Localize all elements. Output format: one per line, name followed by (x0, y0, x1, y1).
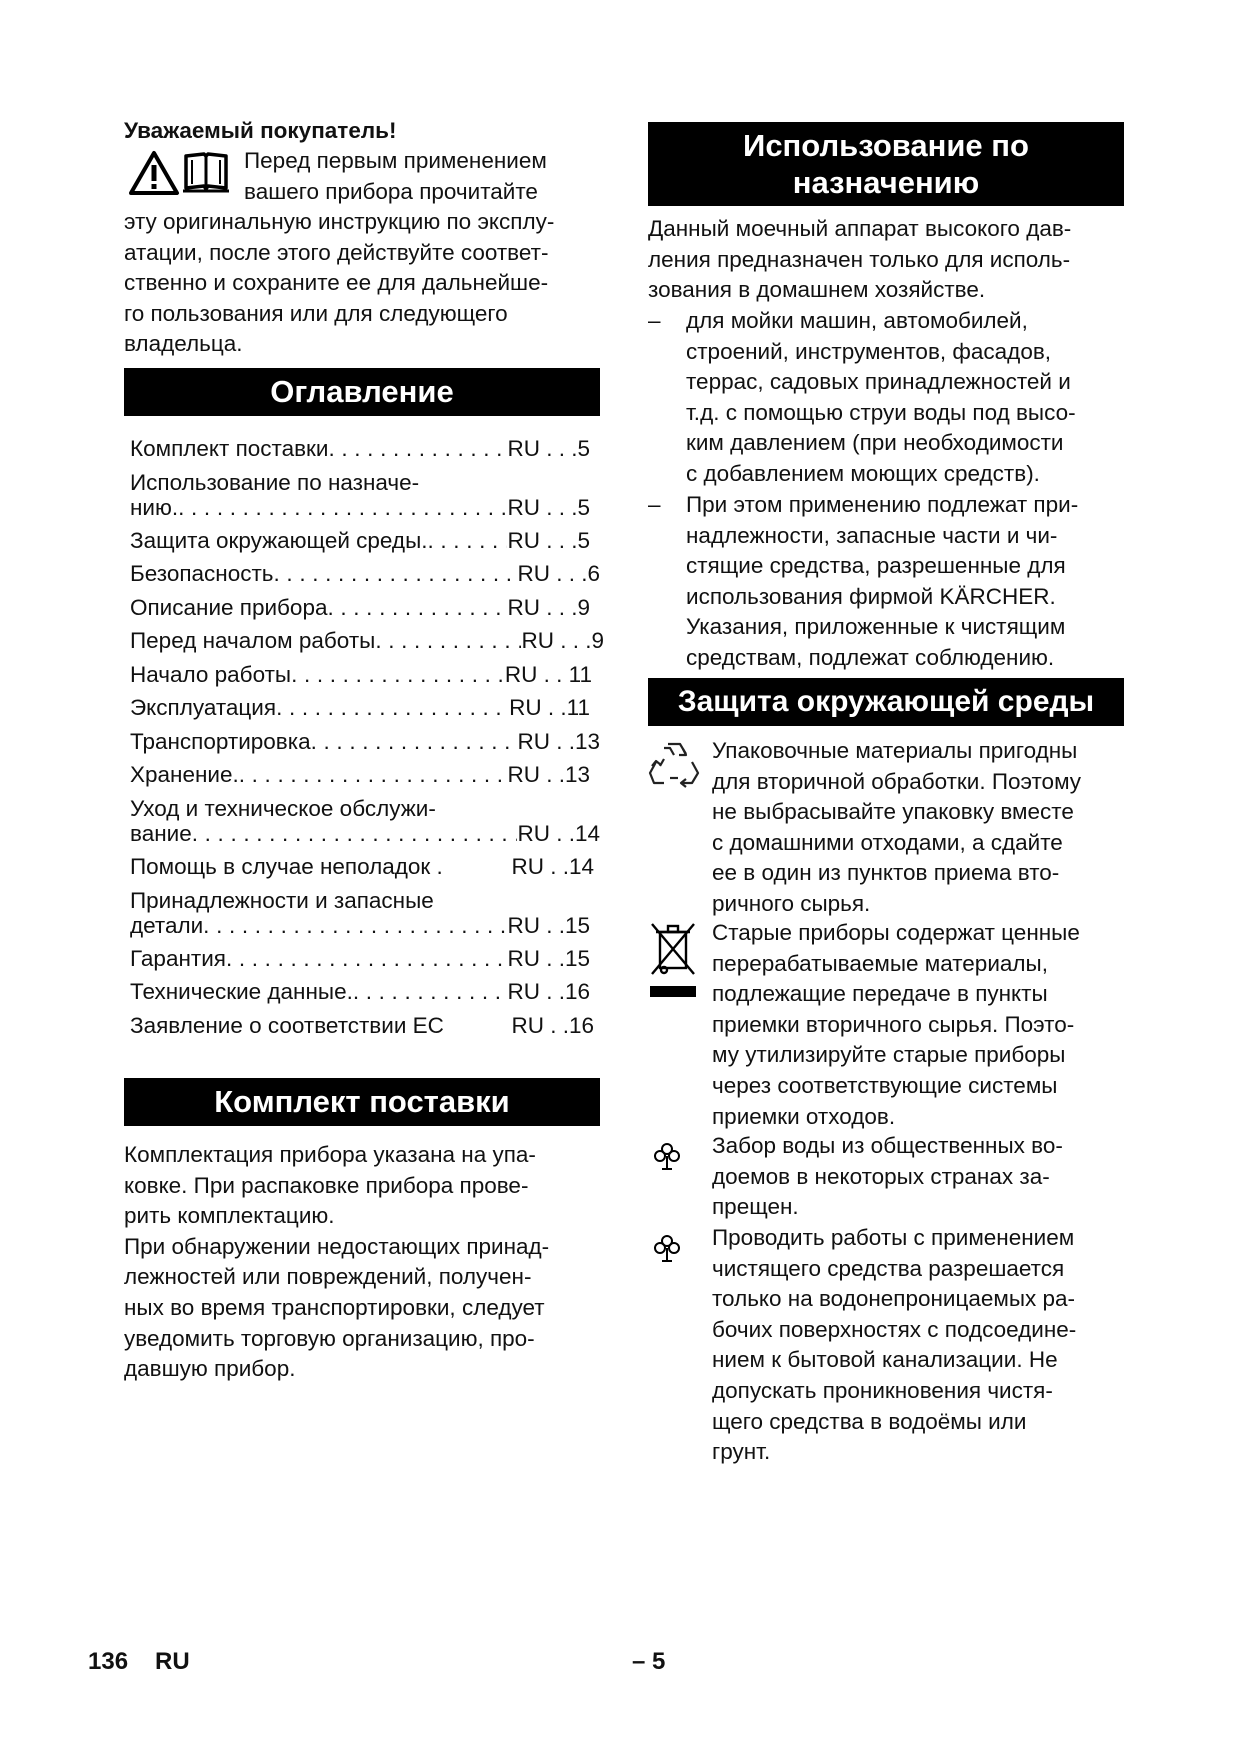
toc-entry[interactable] (130, 660, 592, 690)
usage-intro (648, 214, 1128, 306)
environment-line: с домашними отходами, а сдайте (712, 829, 1063, 855)
environment-line: щего средства в водоёмы или (712, 1408, 1027, 1434)
toc-entry-title: Перед началом работы (130, 628, 376, 653)
toc-entry-page: RU . .15 (507, 946, 590, 971)
environment-line: Упаковочные материалы пригодны (712, 738, 1078, 763)
usage-line: ления предназначен только для исполь- (648, 246, 1071, 272)
delivery-line: давшую прибор. (124, 1356, 296, 1382)
environment-line: бочих поверхностях с подсоедине- (712, 1316, 1077, 1342)
usage-item-line: террас, садовых принадлежностей и (686, 369, 1071, 395)
dash-bullet: – (648, 492, 661, 517)
toc-entry[interactable] (130, 593, 590, 623)
toc-entry-title: Эксплуатация (130, 695, 277, 720)
environment-line: чистящего средства разрешается (712, 1255, 1065, 1281)
environment-line: ричного сырья. (712, 890, 871, 916)
delivery-line: Комплектация прибора указана на упа- (124, 1142, 536, 1167)
toc-entry-page: RU . . .5 (507, 436, 590, 461)
toc-entry[interactable] (130, 852, 594, 882)
toc-entry-title: Использование по назначе- (130, 470, 420, 495)
toc-entry[interactable] (130, 470, 600, 520)
greeting-line: эту оригинальную инструкцию по эксплу- (124, 209, 555, 234)
usage-item-line: с добавлением моющих средств). (686, 460, 1040, 486)
toc-entry[interactable] (130, 693, 590, 723)
usage-item-line: Указания, приложенные к чистящим (686, 614, 1066, 640)
toc-entry-page: RU . .16 (507, 979, 590, 1004)
environment-line: Старые приборы содержат ценные (712, 920, 1080, 945)
toc-entry-page: RU . . .6 (517, 561, 600, 586)
environment-line: допускать проникновения чистя- (712, 1377, 1053, 1403)
greeting-line: вашего прибора прочитайте (244, 178, 538, 204)
greeting-text (124, 207, 604, 360)
usage-item-line: использования фирмой KÄRCHER. (686, 583, 1056, 609)
environment-line: му утилизируйте старые приборы (712, 1042, 1066, 1068)
footer-section-page: – 5 (632, 1648, 666, 1675)
delivery-line: уведомить торговую организацию, про- (124, 1325, 535, 1351)
usage-title-line: Использование по (743, 128, 1029, 163)
toc-entry-title: Хранение. (130, 762, 239, 787)
environment-item-text (712, 918, 1124, 1132)
environment-line: Проводить работы с применением (712, 1225, 1075, 1250)
environment-leaf-icon (652, 1233, 704, 1268)
toc-entry-title: Описание прибора (130, 595, 328, 620)
environment-line: ее в один из пунктов приема вто- (712, 860, 1060, 886)
toc-entry-page: RU . .14 (511, 854, 594, 879)
toc-entry-title: детали (130, 913, 204, 938)
delivery-line: лежностей или повреждений, получен- (124, 1264, 532, 1290)
environment-line: приемки вторичного сырья. Поэто- (712, 1011, 1075, 1037)
toc-title: Оглавление (270, 374, 454, 409)
usage-item-line: ким давлением (при необходимости (686, 430, 1064, 456)
footer-page-number: 136 (88, 1648, 129, 1675)
footer-language: RU (155, 1648, 190, 1675)
delivery-line: При обнаружении недостающих принад- (124, 1233, 550, 1259)
toc-entry[interactable] (130, 626, 604, 656)
toc-entry[interactable] (130, 888, 600, 938)
environment-line: нием к бытовой канализации. Не (712, 1347, 1058, 1373)
environment-line: только на водонепроницаемых ра- (712, 1286, 1076, 1312)
toc-entry-title: Уход и техническое обслужи- (130, 796, 436, 821)
warning-icon (128, 150, 180, 201)
environment-line: доемов в некоторых странах за- (712, 1163, 1050, 1189)
usage-item-line: средствам, подлежат соблюдению. (686, 644, 1055, 670)
greeting-title: Уважаемый покупатель! (124, 118, 397, 143)
usage-item-line: строений, инструментов, фасадов, (686, 338, 1052, 364)
toc-entry[interactable] (130, 526, 590, 556)
environment-item-text (712, 1223, 1124, 1468)
environment-leaf-icon (652, 1141, 704, 1176)
toc-header (124, 368, 600, 416)
environment-line: не выбрасывайте упаковку вместе (712, 799, 1074, 825)
usage-line: Данный моечный аппарат высокого дав- (648, 216, 1072, 241)
delivery-line: ных во время транспортировки, следует (124, 1294, 545, 1320)
environment-line: грунт. (712, 1439, 771, 1465)
toc-entry-title: вание (130, 821, 192, 846)
usage-item-line: стящие средства, разрешенные для (686, 553, 1066, 579)
toc-entry-page: RU . .13 (517, 729, 600, 754)
environment-line: приемки отходов. (712, 1103, 896, 1129)
toc-entry-title: Помощь в случае неполадок . (130, 854, 443, 879)
toc-entry[interactable] (130, 559, 600, 589)
toc-entry[interactable] (130, 944, 590, 974)
delivery-line: ковке. При распаковке прибора прове- (124, 1172, 529, 1198)
toc-entry-title: Принадлежности и запасные (130, 888, 434, 913)
toc-entry-page: RU . .14 (517, 821, 600, 846)
delivery-header (124, 1078, 600, 1126)
toc-entry-page: RU . .13 (507, 762, 590, 787)
toc-entry-title: Безопасность (130, 561, 274, 586)
toc-entry-title: Комплект поставки (130, 436, 329, 461)
toc-entry-title: нию. (130, 495, 179, 520)
delivery-line: рить комплектацию. (124, 1203, 335, 1229)
toc-entry[interactable] (130, 977, 590, 1007)
greeting-line: атации, после этого действуйте соответ- (124, 239, 549, 265)
toc-entry-title: Гарантия (130, 946, 226, 971)
toc-entry[interactable] (130, 760, 590, 790)
greeting-line: Перед первым применением (244, 148, 547, 173)
toc-entry-page: RU . . 11 (504, 662, 592, 687)
toc-entry-page: RU . .11 (509, 695, 590, 720)
greeting-line: владельца. (124, 331, 243, 357)
recycle-icon (648, 738, 700, 795)
toc-entry-page: RU . . .9 (521, 628, 604, 653)
delivery-title: Комплект поставки (214, 1084, 510, 1119)
environment-line: прещен. (712, 1194, 799, 1220)
toc-entry-title: Транспортировка (130, 729, 311, 754)
delivery-text (124, 1140, 604, 1385)
environment-item-text (712, 736, 1124, 920)
toc-entry-page: RU . . .5 (507, 528, 590, 553)
toc-entry[interactable] (130, 434, 590, 464)
environment-line: через соответствующие системы (712, 1072, 1058, 1098)
usage-title-line: назначению (792, 165, 980, 200)
toc-entry[interactable] (130, 796, 600, 846)
environment-line: перерабатываемые материалы, (712, 950, 1048, 976)
usage-item-line: т.д. с помощью струи воды под высо- (686, 399, 1076, 425)
usage-item-line: для мойки машин, автомобилей, (686, 308, 1028, 333)
usage-item-line: При этом применению подлежат при- (686, 492, 1079, 517)
toc-entry-title: Начало работы (130, 662, 292, 687)
environment-line: для вторичной обработки. Поэтому (712, 768, 1082, 794)
environment-line: подлежащие передаче в пункты (712, 981, 1048, 1007)
toc-entry-page: RU . . .9 (507, 595, 590, 620)
manual-book-icon (182, 150, 230, 199)
environment-title: Защита окружающей среды (677, 685, 1095, 718)
crossed-bin-icon (648, 920, 700, 1007)
dash-bullet: – (648, 308, 661, 333)
toc-entry-page: RU . .16 (511, 1013, 594, 1038)
toc-entry[interactable] (130, 1011, 594, 1041)
toc-entry-page: RU . .15 (507, 913, 590, 938)
environment-header (648, 678, 1124, 726)
greeting-icon-text (244, 146, 604, 207)
environment-item-text (712, 1131, 1124, 1223)
toc-entry[interactable] (130, 727, 600, 757)
toc-entry-title: Технические данные. (130, 979, 353, 1004)
usage-line: зования в домашнем хозяйстве. (648, 277, 986, 303)
usage-item-line: надлежности, запасные части и чи- (686, 522, 1058, 548)
greeting-line: го пользования или для следующего (124, 300, 508, 326)
toc-entry-title: Защита окружающей среды. (130, 528, 428, 553)
environment-line: Забор воды из общественных во- (712, 1133, 1063, 1158)
usage-header (648, 122, 1124, 206)
toc-entry-page: RU . . .5 (507, 495, 590, 520)
greeting-line: ственно и сохраните ее для дальнейше- (124, 270, 549, 296)
toc-entry-title: Заявление о соответствии ЕС (130, 1013, 444, 1038)
